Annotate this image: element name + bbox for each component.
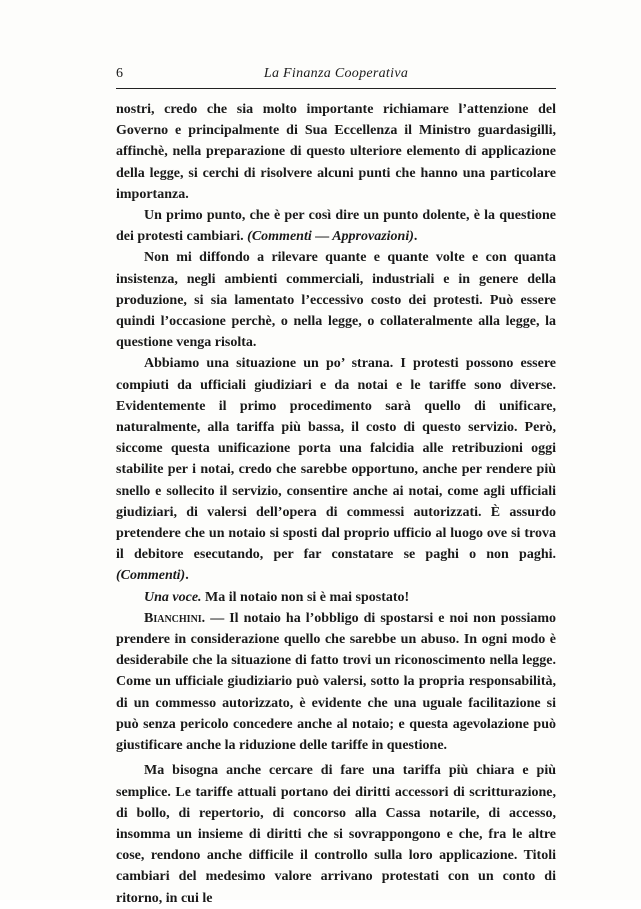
- paragraph-3: [116, 247, 556, 353]
- header-rule: [116, 88, 556, 89]
- paragraph-1: [116, 99, 556, 205]
- paragraph-3-text: Non mi diffondo a rilevare quante e quante volte e con quanta insistenza, negli ambienti commerciali, industriali e in genere della produzione, si sia lamentato l’eccessivo costo dei protesti. Può essere quindi l’occasione perchè, o nella legge, o collateralmente alla legge, la questione venga risolta.: [116, 250, 556, 351]
- paragraph-2: [116, 205, 556, 247]
- paragraph-2-end: .: [413, 229, 418, 245]
- paragraph-2-text: Un primo punto, che è per così dire un punto dolente, è la questione dei protesti cambiari.: [116, 208, 556, 245]
- paragraph-4-text: Abbiamo una situazione un po’ strana. I protesti possono essere compiuti da ufficiali giudiziari e da notai e le tariffe sono diverse. Evidentemente il primo procedimento sarà quello di unificare, naturalmente, alla tariffa più bassa, il costo di questo servizio. Però, siccome questa unificazione porta una falcidia alle retribuzioni oggi stabilite per i notai, credo che sarebbe opportuno, anche per rendere più snello e sollecito il servizio, consentire anche ai notai, come agli ufficiali giudiziari, di valersi dell’opera di commessi autorizzati. È assurdo pretendere che un notaio si sposti dal proprio ufficio al luogo ove si trova il debitore esecutando, per far constatare se paghi o non paghi.: [116, 356, 556, 563]
- paragraph-7: [116, 760, 556, 908]
- stage-direction: (Commenti): [116, 568, 186, 584]
- paragraph-4-end: .: [185, 568, 189, 584]
- page-header: [116, 66, 556, 88]
- paragraph-4: [116, 353, 556, 586]
- paragraph-5-text: Ma il notaio non si è mai spostato!: [201, 589, 410, 605]
- body-text: [116, 99, 556, 909]
- interjection-speaker: Una voce.: [144, 589, 202, 605]
- paragraph-6-text: — Il notaio ha l’obbligo di spostarsi e noi non possiamo prendere in considerazione quello che sarebbe un abuso. In ogni modo è desiderabile che la situazione di fatto trovi un riconoscimento nella legge. Come un ufficiale giudiziario può valersi, sotto la propria responsabilità, di un commesso autorizzato, è evidente che una uguale facilitazione si può senza pericolo concedere anche al notaio; e questa agevolazione può giustificare anche la riduzione delle tariffe in questione.: [116, 610, 556, 754]
- page-number: 6: [116, 66, 123, 81]
- paragraph-1-text: nostri, credo che sia molto importante richiamare l’attenzione del Governo e principalmente di Sua Eccellenza il Ministro guardasigilli, affinchè, nella preparazione di questo ulteriore elemento di applicazione della legge, si cerchi di risolvere alcuni punti che hanno una particolare importanza.: [116, 102, 556, 202]
- running-title: La Finanza Cooperativa: [263, 66, 409, 81]
- paragraph-7-text: Ma bisogna anche cercare di fare una tariffa più chiara e più semplice. Le tariffe attuali portano dei diritti accessori di scritturazione, di bollo, di repertorio, di concorso alla Cassa notarile, di accesso, insomma un insieme di diritti che si sovrappongono e che, fra le altre cose, rendono anche difficile il controllo sulla loro applicazione. Titoli cambiari del medesimo valore arrivano protestati con un conto di ritorno, in cui le: [116, 763, 556, 906]
- speaker-name: Bianchini.: [144, 610, 206, 626]
- paragraph-6: [116, 608, 556, 756]
- paragraph-5: [116, 587, 556, 608]
- stage-direction: (Commenti — Approvazioni): [247, 229, 414, 245]
